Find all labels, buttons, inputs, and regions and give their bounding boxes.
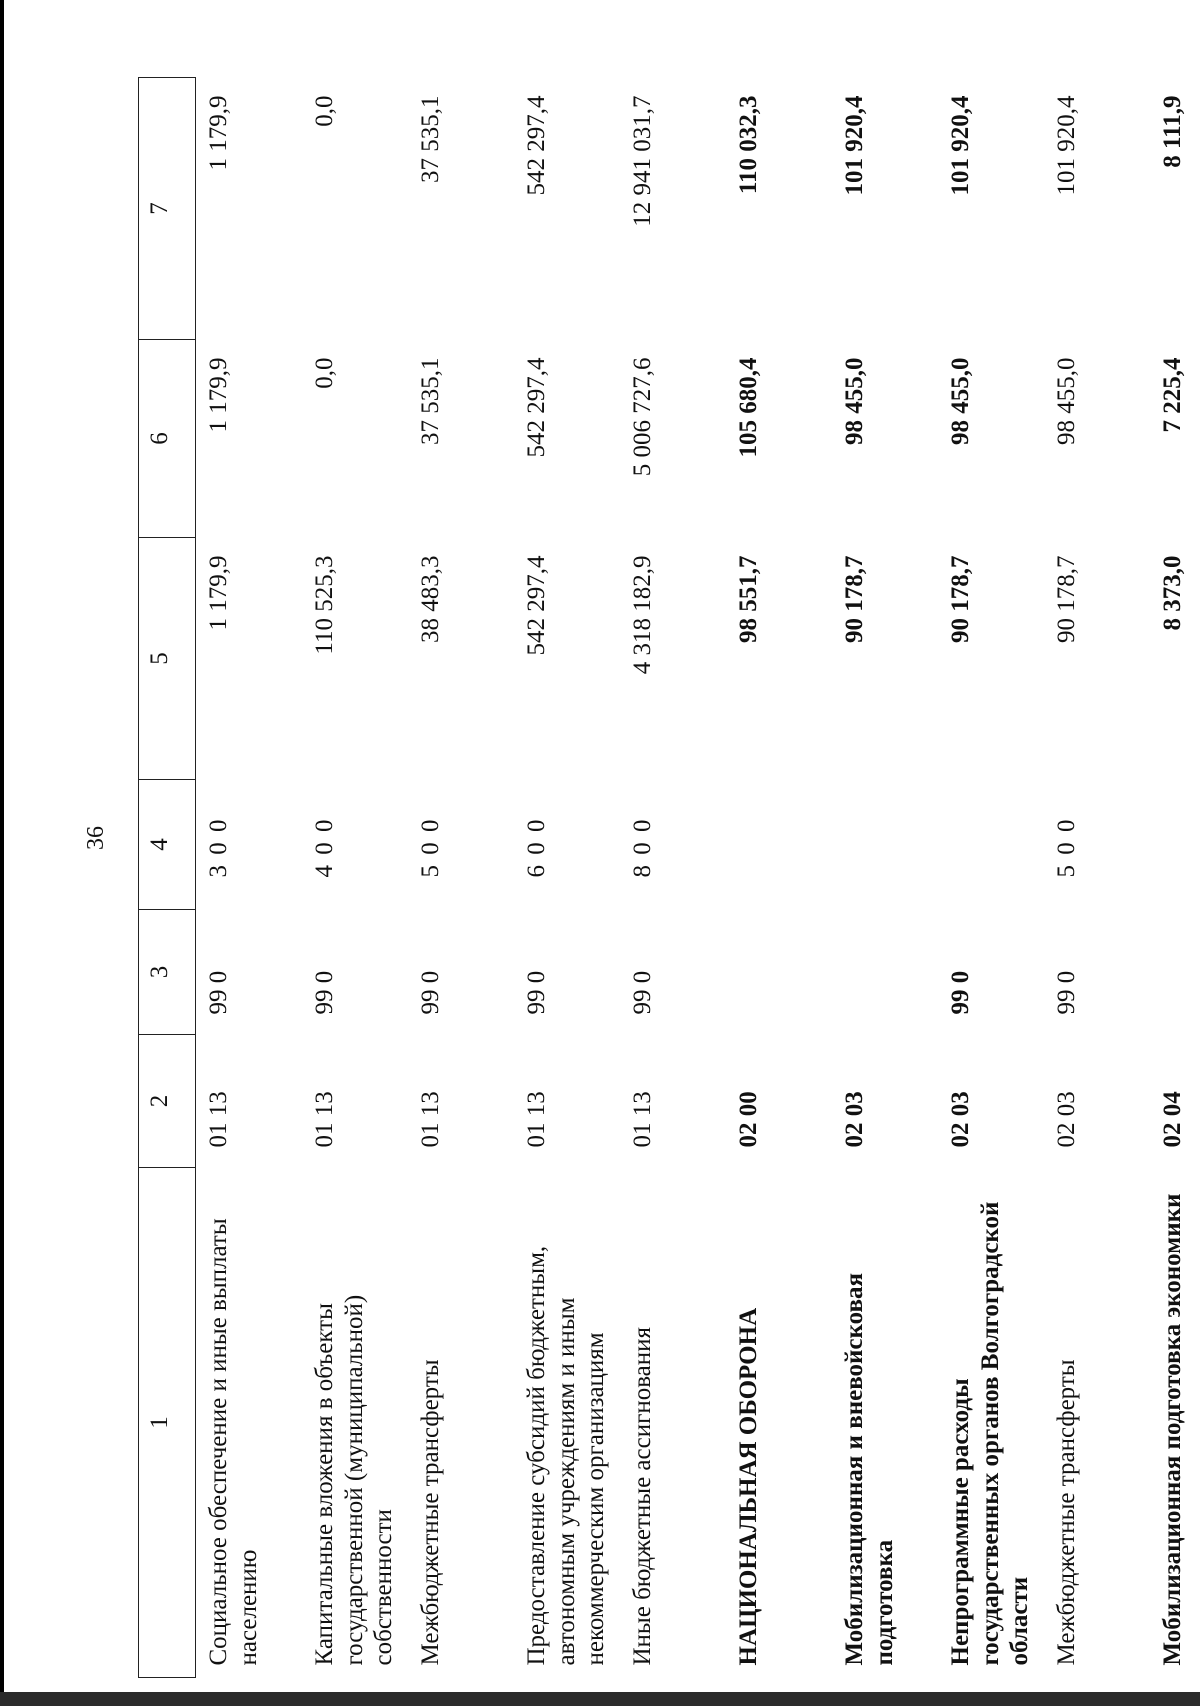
expense-type-cell: [832, 780, 938, 910]
section-code-cell: 02 03: [841, 1091, 868, 1148]
target-code-cell: 99 0: [523, 970, 550, 1015]
amount-col7-cell: 37 535,1: [417, 95, 444, 183]
amount-col6-cell: 98 455,0: [1053, 357, 1080, 445]
amount-col6-cell: 98 455,0: [947, 357, 974, 445]
target-code-cell: 99 0: [205, 970, 232, 1015]
header-col-6: 6: [139, 340, 196, 538]
description-cell: НАЦИОНАЛЬНАЯ ОБОРОНА: [735, 1307, 762, 1666]
header-col-3: 3: [139, 910, 196, 1035]
table-row: [1044, 78, 1150, 1678]
amount-col7-cell: 1 179,9: [205, 95, 232, 171]
table-row: [514, 78, 620, 1678]
amount-col7-cell: 8 111,9: [1159, 95, 1186, 168]
expense-type-cell: 8 0 0: [629, 817, 656, 878]
amount-col6-cell: 1 179,9: [205, 357, 232, 433]
amount-col7-cell: 0,0: [311, 95, 338, 127]
table-row: [832, 78, 938, 1678]
table-row: [620, 78, 726, 1678]
description-cell: Капитальные вложения в объекты государственной (муниципальной) собственности: [311, 1294, 397, 1666]
expense-type-cell: 4 0 0: [311, 817, 338, 878]
amount-col6-cell: 98 455,0: [841, 357, 868, 445]
section-code-cell: 02 04: [1159, 1091, 1186, 1148]
header-col-2: 2: [139, 1035, 196, 1168]
target-code-cell: 99 0: [417, 970, 444, 1015]
budget-table: [138, 77, 1200, 1678]
description-cell: Межбюджетные трансферты: [417, 1359, 444, 1666]
table-row: [938, 78, 1044, 1678]
table-row: [726, 78, 832, 1678]
table-row: [1150, 78, 1200, 1678]
amount-col5-cell: 110 525,3: [311, 555, 338, 655]
section-code-cell: 02 03: [947, 1091, 974, 1148]
table-body: [196, 78, 1200, 1678]
amount-col7-cell: 101 920,4: [947, 95, 974, 196]
expense-type-cell: 3 0 0: [205, 817, 232, 878]
header-col-5: 5: [139, 538, 196, 780]
description-cell: Мобилизационная подготовка экономики: [1159, 1193, 1186, 1666]
description-cell: Предоставление субсидий бюджетным, автономным учреждениям и иным некоммерческим организациям: [523, 1245, 609, 1666]
expense-type-cell: 5 0 0: [417, 817, 444, 878]
table-row: [408, 78, 514, 1678]
amount-col6-cell: 0,0: [311, 357, 338, 389]
header-col-4: 4: [139, 780, 196, 910]
amount-col5-cell: 98 551,7: [735, 555, 762, 643]
table-header-row: [139, 78, 196, 1678]
table-row: [196, 78, 303, 1678]
header-col-7: 7: [139, 78, 196, 340]
section-code-cell: 01 13: [205, 1091, 232, 1148]
amount-col5-cell: 1 179,9: [205, 555, 232, 631]
target-code-cell: 99 0: [1053, 970, 1080, 1015]
target-code-cell: 99 0: [311, 970, 338, 1015]
expense-type-cell: [726, 780, 832, 910]
amount-col6-cell: 5 006 727,6: [629, 357, 656, 477]
expense-type-cell: 6 0 0: [523, 817, 550, 878]
amount-col5-cell: 4 318 182,9: [629, 555, 656, 675]
amount-col6-cell: 37 535,1: [417, 357, 444, 445]
page-number: 36: [83, 826, 109, 850]
description-cell: Мобилизационная и вневойсковая подготовка: [841, 1272, 898, 1666]
scan-left-edge: [0, 0, 4, 1706]
expense-type-cell: [1150, 780, 1200, 910]
description-cell: Иные бюджетные ассигнования: [629, 1326, 656, 1666]
amount-col7-cell: 101 920,4: [841, 95, 868, 196]
amount-col7-cell: 110 032,3: [735, 95, 762, 195]
description-cell: Непрограммные расходы государственных органов Волгоградской области: [947, 1201, 1033, 1666]
amount-col5-cell: 90 178,7: [1053, 555, 1080, 643]
amount-col5-cell: 90 178,7: [947, 555, 974, 643]
section-code-cell: 01 13: [523, 1091, 550, 1148]
amount-col5-cell: 90 178,7: [841, 555, 868, 643]
header-col-1: 1: [139, 1168, 196, 1678]
amount-col5-cell: 542 297,4: [523, 555, 550, 656]
section-code-cell: 02 03: [1053, 1091, 1080, 1148]
description-cell: Социальное обеспечение и иные выплаты населению: [205, 1218, 262, 1666]
target-code-cell: [832, 910, 938, 1035]
amount-col5-cell: 8 373,0: [1159, 555, 1186, 631]
expense-type-cell: 5 0 0: [1053, 817, 1080, 878]
amount-col6-cell: 7 225,4: [1159, 357, 1186, 433]
target-code-cell: [726, 910, 832, 1035]
target-code-cell: 99 0: [629, 970, 656, 1015]
amount-col6-cell: 105 680,4: [735, 357, 762, 458]
section-code-cell: 01 13: [311, 1091, 338, 1148]
amount-col7-cell: 101 920,4: [1053, 95, 1080, 196]
scan-bottom-edge: [0, 1692, 1200, 1706]
expense-type-cell: [938, 780, 1044, 910]
section-code-cell: 01 13: [629, 1091, 656, 1148]
target-code-cell: [1150, 910, 1200, 1035]
budget-table-container: [138, 78, 1200, 1678]
target-code-cell: 99 0: [947, 970, 974, 1015]
amount-col5-cell: 38 483,3: [417, 555, 444, 643]
description-cell: Межбюджетные трансферты: [1053, 1359, 1080, 1666]
amount-col7-cell: 542 297,4: [523, 95, 550, 196]
amount-col6-cell: 542 297,4: [523, 357, 550, 458]
section-code-cell: 01 13: [417, 1091, 444, 1148]
section-code-cell: 02 00: [735, 1091, 762, 1148]
amount-col7-cell: 12 941 031,7: [629, 95, 656, 227]
table-row: [302, 78, 408, 1678]
